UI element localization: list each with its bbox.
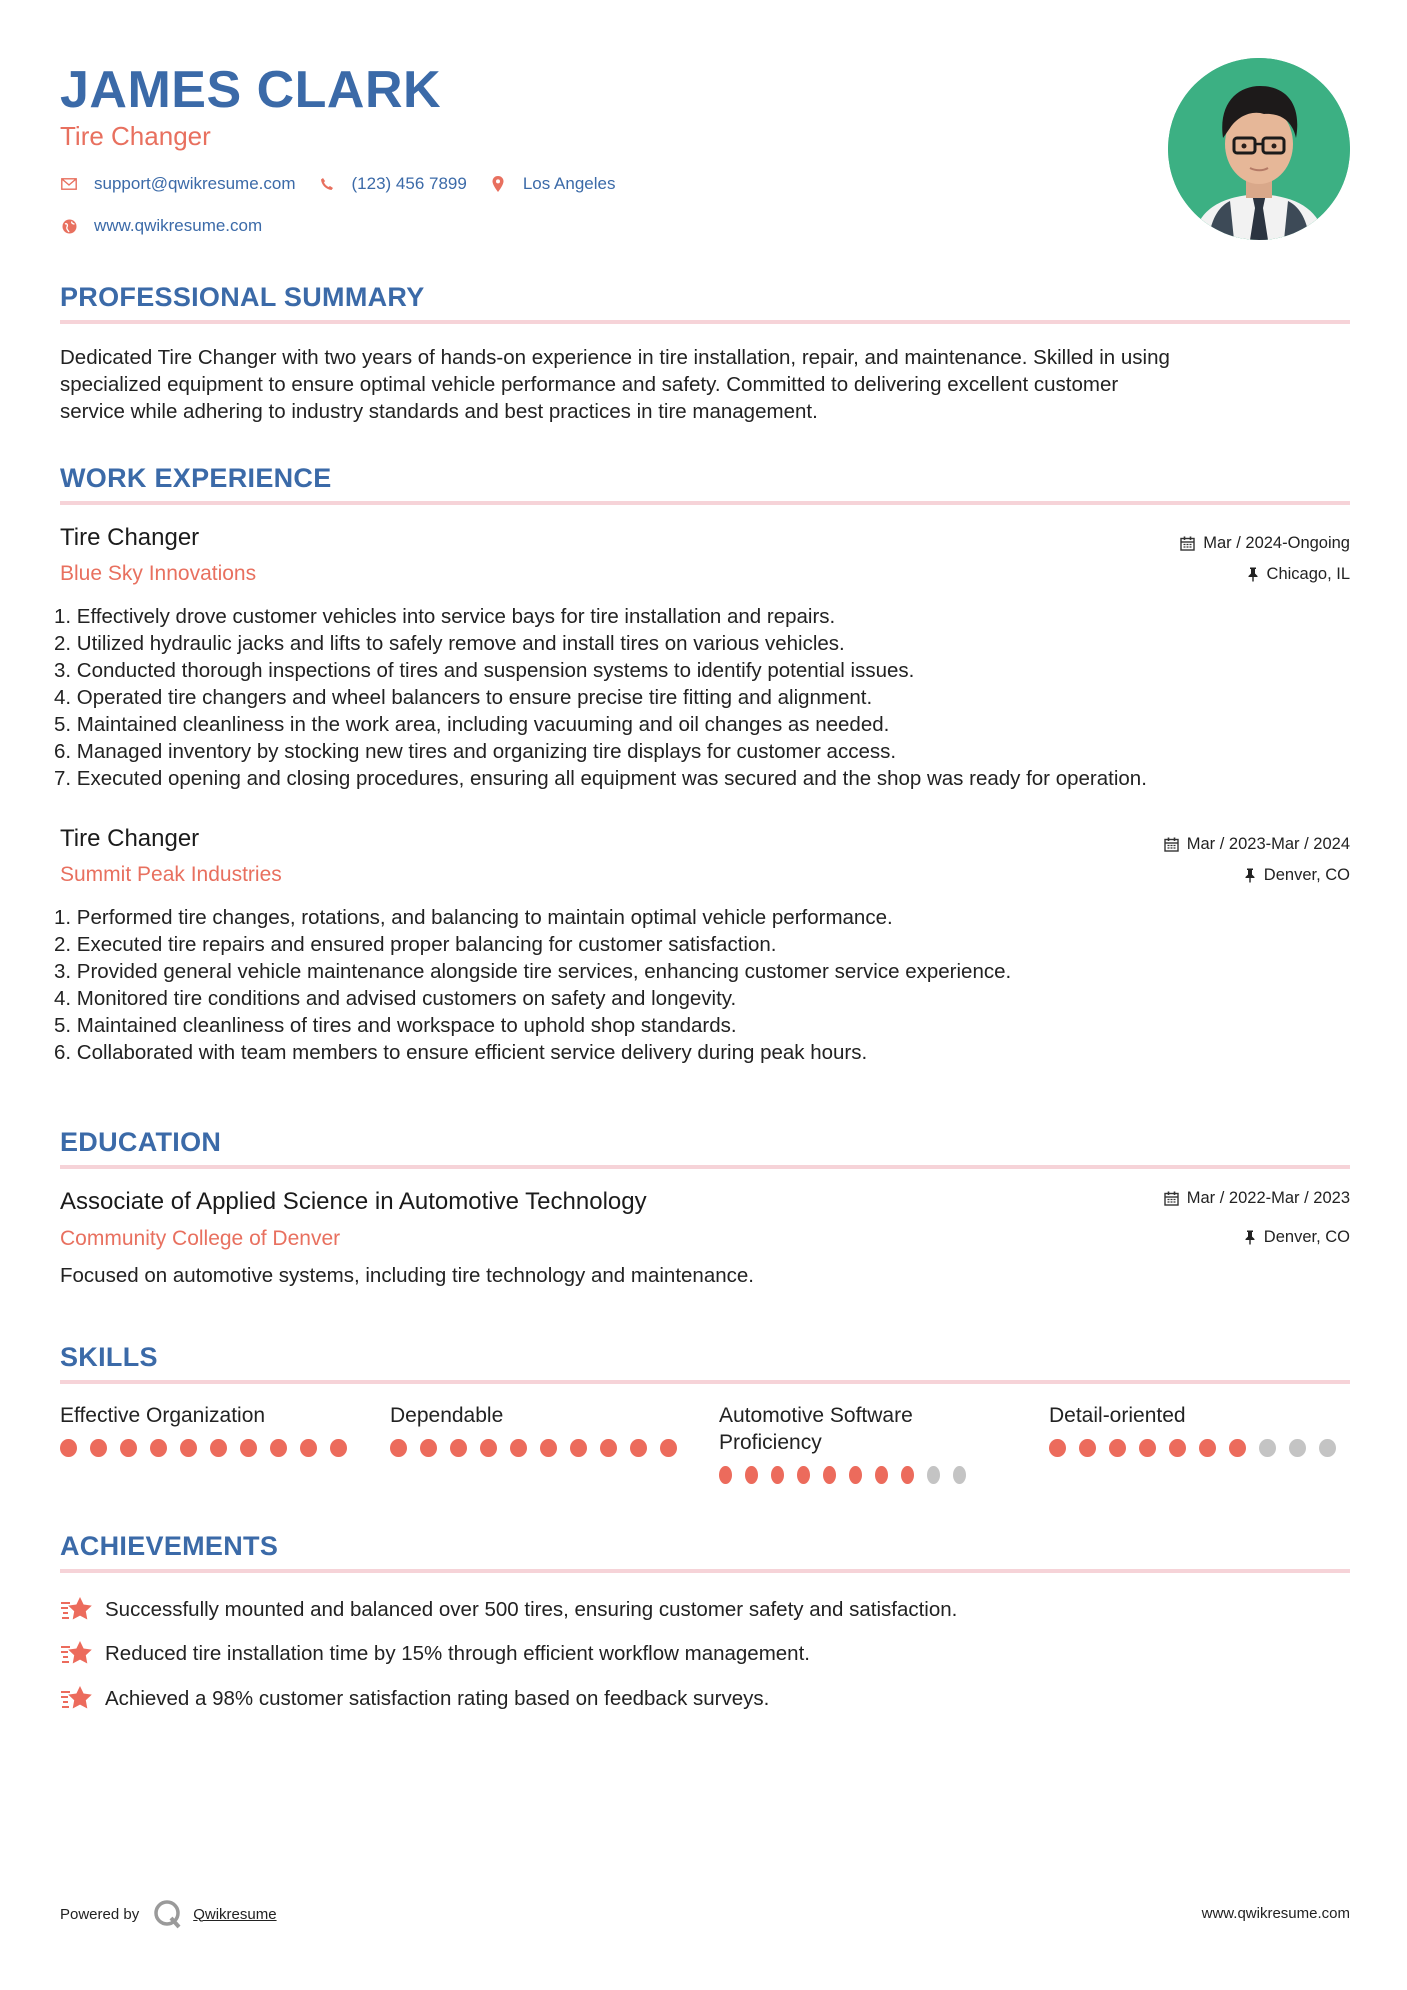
calendar-icon: [1164, 837, 1179, 852]
summary-text: [60, 344, 1350, 425]
section-title-experience: WORK EXPERIENCE: [60, 463, 332, 493]
section-title-achievements: ACHIEVEMENTS: [60, 1531, 279, 1561]
job-title: Tire Changer: [60, 825, 200, 852]
phone-icon: [318, 175, 336, 193]
rating-dot-filled: [1229, 1439, 1246, 1457]
list-item: 4. Monitored tire conditions and advised customers on safety and longevity.: [54, 987, 737, 1010]
job-title: Tire Changer: [60, 524, 200, 551]
education-location-text: Denver, CO: [1263, 1228, 1350, 1246]
achievement-item: [60, 1594, 957, 1624]
job-dates-text: Mar / 2023-Mar / 2024: [1186, 835, 1350, 853]
map-pin-icon: [489, 175, 507, 193]
list-item: 1. Performed tire changes, rotations, and balancing to maintain optimal vehicle performance.: [54, 906, 893, 929]
job-location-text: Chicago, IL: [1266, 565, 1350, 583]
section-title-education: EDUCATION: [60, 1127, 222, 1157]
rating-dot-filled: [849, 1466, 862, 1484]
rating-dot-filled: [450, 1439, 467, 1457]
skill-item: [60, 1402, 360, 1457]
skill-item: [1049, 1402, 1349, 1457]
rating-dot-filled: [180, 1439, 197, 1457]
summary-line: specialized equipment to ensure optimal vehicle performance and safety. Committed to delivering excellent customer: [60, 373, 1119, 396]
summary-line: Dedicated Tire Changer with two years of hands-on experience in tire installation, repair, and maintenance. Skilled in using: [60, 346, 1170, 369]
job-dates: [1164, 833, 1350, 855]
rating-dot-empty: [1319, 1439, 1336, 1457]
rating-dot-filled: [600, 1439, 617, 1457]
qwikresume-link[interactable]: Qwikresume: [193, 1905, 277, 1923]
job-bullets: [54, 904, 1354, 1066]
star-icon: [60, 1638, 94, 1668]
section-divider: [60, 501, 1350, 505]
list-item: 4. Operated tire changers and wheel balancers to ensure precise tire fitting and alignment.: [54, 686, 873, 709]
contact-email[interactable]: [60, 173, 296, 195]
rating-dot-filled: [510, 1439, 527, 1457]
list-item: 3. Provided general vehicle maintenance alongside tire services, enhancing customer service experience.: [54, 960, 1012, 983]
contact-row: [60, 173, 637, 195]
rating-dot-filled: [745, 1466, 758, 1484]
list-item: 3. Conducted thorough inspections of tires and suspension systems to identify potential issues.: [54, 659, 915, 682]
skill-rating: [60, 1439, 360, 1457]
list-item: 2. Utilized hydraulic jacks and lifts to safely remove and install tires on various vehicles.: [54, 632, 845, 655]
rating-dot-filled: [270, 1439, 287, 1457]
rating-dot-filled: [240, 1439, 257, 1457]
skill-rating: [1049, 1439, 1349, 1457]
star-icon: [60, 1594, 94, 1624]
section-divider: [60, 1380, 1350, 1384]
location-text: Los Angeles: [522, 174, 616, 193]
job-location: [1247, 563, 1350, 585]
profile-photo: [1168, 58, 1350, 240]
rating-dot-filled: [1079, 1439, 1096, 1457]
rating-dot-filled: [1199, 1439, 1216, 1457]
list-item: 1. Effectively drove customer vehicles into service bays for tire installation and repairs.: [54, 605, 836, 628]
section-divider: [60, 1165, 1350, 1169]
skill-name: Automotive Software Proficiency: [719, 1404, 913, 1454]
powered-by-label: Powered by: [60, 1905, 140, 1923]
avatar: [1168, 58, 1350, 240]
achievement-item: [60, 1638, 810, 1668]
contact-website[interactable]: [60, 215, 262, 237]
globe-icon: [60, 217, 78, 235]
calendar-icon: [1164, 1191, 1179, 1206]
contact-location: [489, 173, 616, 195]
website-text: www.qwikresume.com: [94, 216, 263, 235]
email-text: support@qwikresume.com: [94, 174, 296, 193]
rating-dot-empty: [927, 1466, 940, 1484]
calendar-icon: [1180, 536, 1195, 551]
list-item: 6. Collaborated with team members to ensure efficient service delivery during peak hours.: [54, 1041, 868, 1064]
rating-dot-filled: [300, 1439, 317, 1457]
qwikresume-logo-icon: [153, 1899, 183, 1929]
footer-powered-by: [60, 1899, 277, 1929]
star-icon: [60, 1683, 94, 1713]
rating-dot-filled: [797, 1466, 810, 1484]
list-item: 5. Maintained cleanliness of tires and workspace to uphold shop standards.: [54, 1014, 737, 1037]
education-dates: [1164, 1187, 1350, 1209]
summary-line: service while adhering to industry standards and best practices in tire management.: [60, 400, 818, 423]
job-dates: [1180, 532, 1350, 554]
list-item: 7. Executed opening and closing procedures, ensuring all equipment was secured and the shop was ready for operation.: [54, 767, 1147, 790]
rating-dot-filled: [540, 1439, 557, 1457]
list-item: 2. Executed tire repairs and ensured proper balancing for customer satisfaction.: [54, 933, 777, 956]
list-item: 5. Maintained cleanliness in the work area, including vacuuming and oil changes as needed.: [54, 713, 890, 736]
candidate-role: Tire Changer: [60, 121, 211, 151]
rating-dot-filled: [120, 1439, 137, 1457]
education-degree: Associate of Applied Science in Automotive Technology: [60, 1188, 647, 1215]
education-description: Focused on automotive systems, including tire technology and maintenance.: [60, 1264, 754, 1287]
pushpin-icon: [1244, 1230, 1256, 1245]
section-divider: [60, 320, 1350, 324]
skill-item: [719, 1402, 979, 1484]
achievement-item: [60, 1683, 769, 1713]
rating-dot-filled: [210, 1439, 227, 1457]
rating-dot-filled: [719, 1466, 732, 1484]
education-location: [1244, 1226, 1350, 1248]
contact-row-website: [60, 215, 284, 237]
skill-item: [390, 1402, 690, 1457]
candidate-name: JAMES CLARK: [60, 61, 442, 119]
rating-dot-filled: [1169, 1439, 1186, 1457]
skill-rating: [390, 1439, 690, 1457]
rating-dot-filled: [771, 1466, 784, 1484]
rating-dot-filled: [823, 1466, 836, 1484]
phone-text: (123) 456 7899: [351, 174, 467, 193]
footer-url[interactable]: www.qwikresume.com: [1201, 1905, 1350, 1922]
skill-name: Detail-oriented: [1049, 1404, 1186, 1427]
job-location: [1244, 864, 1350, 886]
achievement-text: Achieved a 98% customer satisfaction rating based on feedback surveys.: [105, 1686, 770, 1710]
rating-dot-filled: [901, 1466, 914, 1484]
rating-dot-filled: [150, 1439, 167, 1457]
rating-dot-filled: [90, 1439, 107, 1457]
rating-dot-filled: [420, 1439, 437, 1457]
rating-dot-filled: [875, 1466, 888, 1484]
achievement-text: Successfully mounted and balanced over 500 tires, ensuring customer safety and satisfaction.: [105, 1597, 958, 1621]
skill-name: Effective Organization: [60, 1404, 266, 1427]
rating-dot-filled: [1049, 1439, 1066, 1457]
section-title-summary: PROFESSIONAL SUMMARY: [60, 282, 425, 312]
section-divider: [60, 1569, 1350, 1573]
education-school: Community College of Denver: [60, 1227, 341, 1250]
rating-dot-filled: [60, 1439, 77, 1457]
rating-dot-filled: [1139, 1439, 1156, 1457]
section-title-skills: SKILLS: [60, 1342, 158, 1372]
rating-dot-empty: [1259, 1439, 1276, 1457]
rating-dot-empty: [1289, 1439, 1306, 1457]
rating-dot-filled: [660, 1439, 677, 1457]
education-dates-text: Mar / 2022-Mar / 2023: [1186, 1189, 1350, 1207]
job-dates-text: Mar / 2024-Ongoing: [1203, 534, 1350, 552]
list-item: 6. Managed inventory by stocking new tires and organizing tire displays for customer access.: [54, 740, 897, 763]
job-location-text: Denver, CO: [1263, 866, 1350, 884]
achievement-text: Reduced tire installation time by 15% through efficient workflow management.: [105, 1641, 810, 1665]
skill-rating: [719, 1466, 979, 1484]
rating-dot-filled: [630, 1439, 647, 1457]
pushpin-icon: [1247, 567, 1259, 582]
envelope-icon: [60, 175, 78, 193]
rating-dot-filled: [570, 1439, 587, 1457]
rating-dot-empty: [953, 1466, 966, 1484]
pushpin-icon: [1244, 868, 1256, 883]
rating-dot-filled: [480, 1439, 497, 1457]
job-bullets: [54, 603, 1354, 792]
rating-dot-filled: [1109, 1439, 1126, 1457]
job-company: Summit Peak Industries: [60, 863, 282, 886]
rating-dot-filled: [330, 1439, 347, 1457]
skill-name: Dependable: [390, 1404, 504, 1427]
rating-dot-filled: [390, 1439, 407, 1457]
contact-phone[interactable]: [318, 173, 467, 195]
job-company: Blue Sky Innovations: [60, 562, 257, 585]
